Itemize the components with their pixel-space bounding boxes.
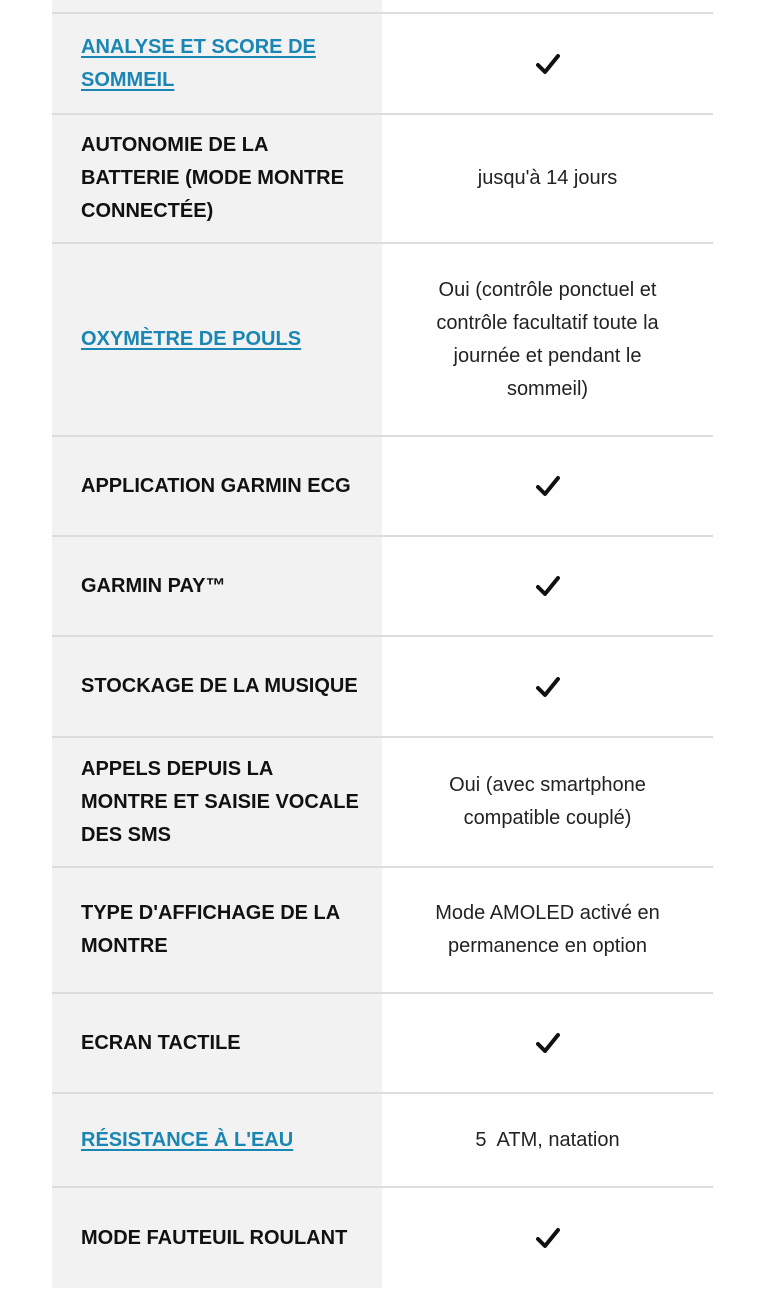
table-row	[52, 637, 713, 738]
row-label-cell	[52, 868, 382, 992]
row-label-cell	[52, 637, 382, 736]
pulse-oximeter-link[interactable]: OXYMÈTRE DE POULS	[81, 328, 302, 350]
row-label-cell	[52, 1188, 382, 1288]
spec-comparison-table	[52, 0, 713, 1288]
row-label-cell	[52, 437, 382, 535]
calls-sms-value: Oui (avec smartphone compatible couplé)	[449, 774, 646, 829]
row-value-cell	[382, 244, 713, 435]
row-value-cell	[382, 115, 713, 242]
row-value-cell	[382, 1094, 713, 1186]
table-row	[52, 1094, 713, 1188]
pulse-oximeter-value: Oui (contrôle ponctuel et contrôle facultatif toute la journée et pendant le sommeil)	[436, 278, 659, 400]
table-row	[52, 244, 713, 437]
row-value-cell	[382, 437, 713, 535]
table-top-cap	[52, 0, 713, 14]
battery-life-value: jusqu'à 14 jours	[477, 167, 618, 189]
water-resistance-value: 5 ATM, natation	[475, 1128, 620, 1151]
table-row	[52, 537, 713, 637]
checkmark-icon	[536, 475, 560, 497]
display-type-label: TYPE D'AFFICHAGE DE LA MONTRE	[81, 902, 340, 957]
table-row	[52, 115, 713, 244]
table-row	[52, 1188, 713, 1288]
row-label-cell	[52, 14, 382, 113]
row-label-cell	[52, 994, 382, 1092]
row-label-cell	[52, 115, 382, 242]
checkmark-icon	[536, 1032, 560, 1054]
music-storage-label: STOCKAGE DE LA MUSIQUE	[81, 675, 358, 697]
checkmark-icon	[536, 53, 560, 75]
table-row	[52, 14, 713, 115]
ecg-app-label: APPLICATION GARMIN ECG	[81, 474, 351, 497]
row-value-cell	[382, 14, 713, 113]
calls-sms-label: APPELS DEPUIS LA MONTRE ET SAISIE VOCALE DES SMS	[81, 757, 359, 846]
checkmark-icon	[536, 1227, 560, 1249]
row-value-cell	[382, 994, 713, 1092]
touchscreen-label: ECRAN TACTILE	[81, 1031, 241, 1054]
row-value-cell	[382, 637, 713, 736]
row-label-cell	[52, 537, 382, 635]
row-label-cell	[52, 244, 382, 435]
garmin-pay-label: GARMIN PAY™	[81, 574, 226, 597]
row-value-cell	[382, 537, 713, 635]
table-row	[52, 437, 713, 537]
row-label-cell	[52, 738, 382, 866]
row-value-cell	[382, 1188, 713, 1288]
display-type-value: Mode AMOLED activé en permanence en option	[435, 902, 660, 957]
checkmark-icon	[536, 676, 560, 698]
row-label-cell	[52, 1094, 382, 1186]
table-row	[52, 868, 713, 994]
table-row	[52, 738, 713, 868]
row-value-cell	[382, 738, 713, 866]
sleep-score-link[interactable]: ANALYSE ET SCORE DE SOMMEIL	[81, 35, 316, 91]
table-row	[52, 994, 713, 1094]
row-value-cell	[382, 868, 713, 992]
wheelchair-mode-label: MODE FAUTEUIL ROULANT	[81, 1226, 348, 1249]
water-resistance-link[interactable]: RÉSISTANCE À L'EAU	[81, 1128, 294, 1151]
battery-life-label: AUTONOMIE DE LA BATTERIE (MODE MONTRE CONNECTÉE)	[81, 134, 344, 222]
checkmark-icon	[536, 575, 560, 597]
